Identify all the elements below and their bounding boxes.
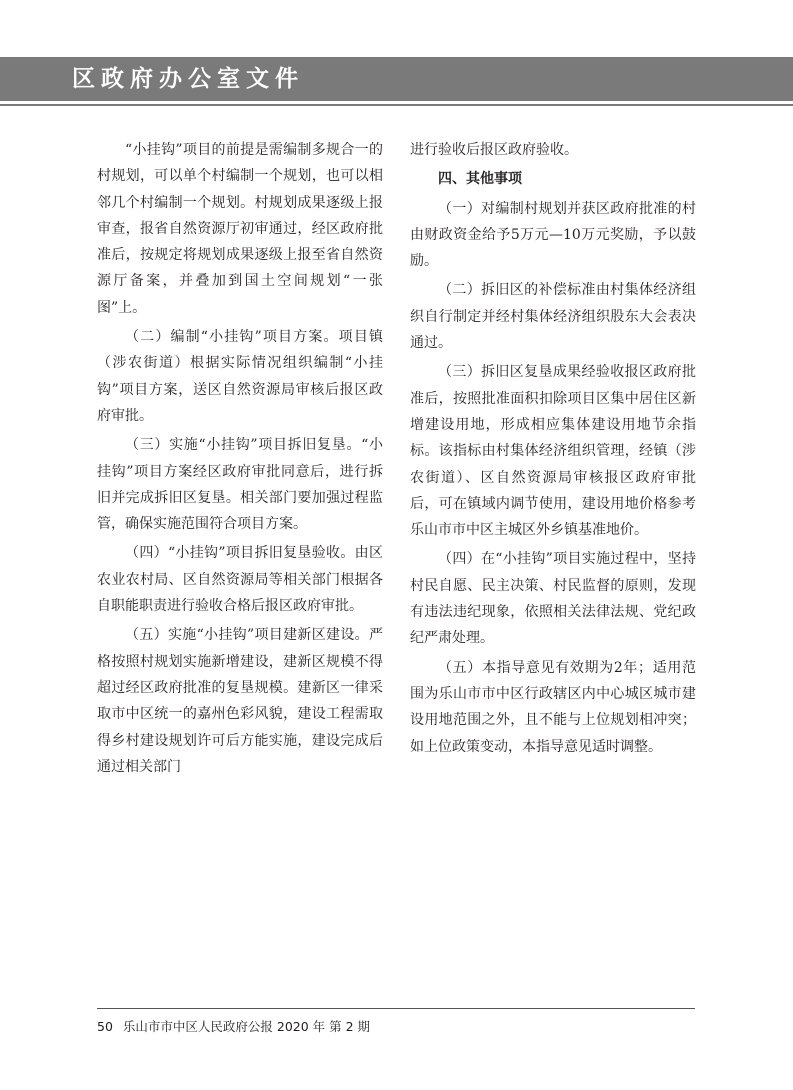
- paragraph-right-continuation: 进行验收后报区政府验收。: [410, 142, 578, 158]
- paragraph-left-4: （四）“小挂钩”项目拆旧复垦验收。由区农业农村局、区自然资源局等相关部门根据各自职能职责进行验收合格后报区政府审批。: [97, 545, 383, 615]
- left-column: [97, 137, 383, 783]
- paragraph-right-5: （五）本指导意见有效期为2年；适用范围为乐山市市中区行政辖区内中心城区城市建设用地范围之外，且不能与上位规划相冲突；如上位政策变动，本指导意见适时调整。: [410, 659, 696, 755]
- publication-info: 乐山市市中区人民政府公报 2020 年 第 2 期: [122, 1019, 371, 1034]
- paragraph-left-3: （三）实施“小挂钩”项目拆旧复垦。“小挂钩”项目方案经区政府审批同意后，进行拆旧并完成拆旧区复垦。相关部门要加强过程监管，确保实施范围符合项目方案。: [97, 437, 383, 533]
- paragraph-right-1: （一）对编制村规划并获区政府批准的村由财政资金给予5万元—10万元奖励，予以鼓励。: [410, 200, 696, 270]
- paragraph-right-3: （三）拆旧区复垦成果经验收报区政府批准后，按照批准面积扣除项目区集中居住区新增建设用地，形成相应集体建设用地节余指标。该指标由村集体经济组织管理，经镇（涉农街道）、区自然资源局审核报区政府审批后，可在镇域内调节使用，建设用地价格参考乐山市市中区主城区外乡镇基准地价。: [410, 364, 696, 539]
- page-footer: [97, 1017, 370, 1035]
- section-heading-other-matters: 四、其他事项: [438, 171, 522, 188]
- right-column: [410, 137, 696, 763]
- paragraph-right-4: （四）在“小挂钩”项目实施过程中，坚持村民自愿、民主决策、村民监督的原则，发现有违法违纪现象，依照相关法律法规、党纪政纪严肃处理。: [410, 551, 696, 647]
- page-number: 50: [97, 1019, 113, 1034]
- paragraph-left-2: （二）编制“小挂钩”项目方案。项目镇（涉农街道）根据实际情况组织编制“小挂钩”项目方案，送区自然资源局审核后报区政府审批。: [97, 329, 383, 424]
- paragraph-left-1: “小挂钩”项目的前提是需编制多规合一的村规划，可以单个村编制一个规划，也可以相邻几个村编制一个规划。村规划成果逐级上报审查，报省自然资源厅初审通过，经区政府批准后，按规定将规划成果逐级上报至省自然资源厅备案，并叠加到国土空间规划“一张图”上。: [97, 142, 383, 316]
- footer-divider: [97, 1008, 695, 1009]
- header-title: 区政府办公室文件: [72, 66, 304, 92]
- paragraph-left-5: （五）实施“小挂钩”项目建新区建设。严格按照村规划实施新增建设，建新区规模不得超过经区政府批准的复垦规模。建新区一律采取市中区统一的嘉州色彩风貌，建设工程需取得乡村建设规划许可后方能实施，建设完成后通过相关部门: [97, 627, 383, 775]
- header-divider: [0, 104, 793, 106]
- paragraph-right-2: （二）拆旧区的补偿标准由村集体经济组织自行制定并经村集体经济组织股东大会表决通过。: [410, 282, 696, 352]
